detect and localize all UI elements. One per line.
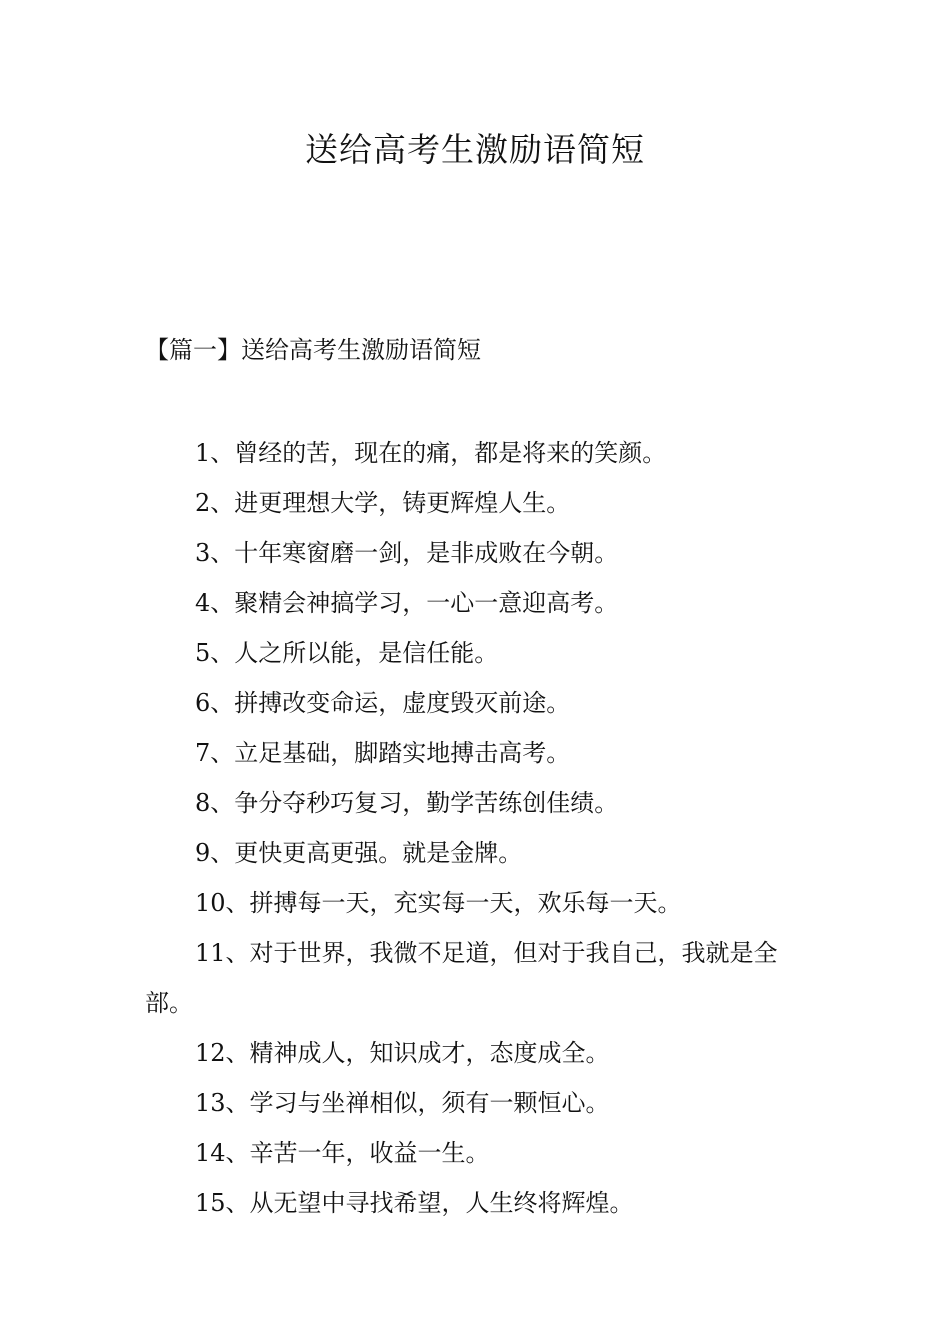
list-item: 9、更快更高更强。就是金牌。 [195, 839, 523, 867]
list-item: 10、拼搏每一天，充实每一天，欢乐每一天。 [195, 889, 682, 917]
list-item: 13、学习与坐禅相似，须有一颗恒心。 [195, 1089, 610, 1117]
list-item: 12、精神成人，知识成才，态度成全。 [195, 1039, 610, 1067]
list-item: 6、拼搏改变命运，虚度毁灭前途。 [195, 689, 571, 717]
section-heading: 【篇一】送给高考生激励语简短 [145, 336, 481, 364]
list-item: 4、聚精会神搞学习，一心一意迎高考。 [195, 589, 619, 617]
list-item: 7、立足基础，脚踏实地搏击高考。 [195, 739, 571, 767]
list-item: 5、人之所以能，是信任能。 [195, 639, 499, 667]
list-item: 1、曾经的苦，现在的痛，都是将来的笑颜。 [195, 439, 667, 467]
list-item: 14、辛苦一年，收益一生。 [195, 1139, 490, 1167]
list-item: 3、十年寒窗磨一剑，是非成败在今朝。 [195, 539, 619, 567]
list-item: 15、从无望中寻找希望，人生终将辉煌。 [195, 1189, 634, 1217]
list-item: 8、争分夺秒巧复习，勤学苦练创佳绩。 [195, 789, 619, 817]
motivational-quote-list [145, 428, 810, 1228]
list-item: 2、进更理想大学，铸更辉煌人生。 [195, 489, 571, 517]
document-title: 送给高考生激励语简短 [305, 130, 645, 169]
list-item: 11、对于世界，我微不足道，但对于我自己，我就是全部。 [145, 939, 778, 1017]
